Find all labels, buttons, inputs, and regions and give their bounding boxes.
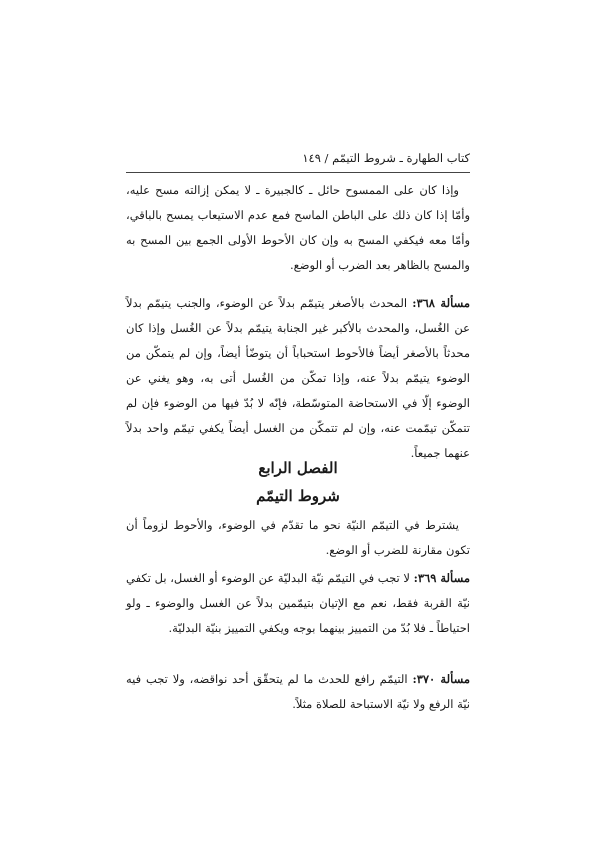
header-rule [126,172,470,173]
paragraph-text: يشترط في التيمّم النيّة نحو ما تقدّم في الوضوء، والأحوط لزوماً أن تكون مقارنة للضرب أو الوضع. [126,518,470,557]
running-head: كتاب الطهارة ـ شروط التيمّم / ١٤٩ [302,151,470,165]
masala-text: لا تجب في التيمّم نيّة البدليّة عن الوضوء أو الغسل، بل تكفي نيّة القربة فقط، نعم مع الإتيان بتيمّمين بدلاً عن الغسل والوضوء ـ ولو احتياطاً ـ فلا بُدّ من التمييز بينهما بوجه ويكفي التمييز بنيّة البدليّة. [126,571,470,635]
masala-369 [126,566,470,641]
masala-label: مسألة ٣٦٨: [412,296,470,310]
masala-370 [126,667,470,717]
paragraph-text: وإذا كان على الممسوح حائل ـ كالجبيرة ـ لا يمكن إزالته مسح عليه، وأمّا إذا كان ذلك على الباطن الماسح فمع عدم الاستيعاب يمسح بالباقي، وأمّا معه فيكفي المسح به وإن كان الأحوط الأولى الجمع بين المسح به والمسح بالظاهر بعد الضرب أو الوضع. [126,183,470,272]
intro-paragraph [126,513,470,563]
masala-label: مسألة ٣٦٩: [413,571,470,585]
masala-text: التيمّم رافع للحدث ما لم يتحقّق أحد نواقضه، ولا تجب فيه نيّة الرفع ولا نيّة الاستباحة للصلاة مثلاً. [126,672,470,711]
paragraph-covered-wiping [126,178,470,278]
section-title: شروط التيمّم [256,487,340,505]
masala-text: المحدث بالأصغر يتيمّم بدلاً عن الوضوء، والجنب يتيمّم بدلاً عن الغُسل، والمحدث بالأكبر غير الجنابة يتيمّم بدلاً عن الغُسل وإذا كان محدثاً بالأصغر أيضاً فالأحوط استحباباً أن يتوضّأ أيضاً، وإن لم يتمكّن من الوضوء يتيمّم بدلاً عنه، وإذا تمكّن من الغُسل أتى به، وهو يغني عن الوضوء إلّا في الاستحاضة المتوسّطة، فإنّه لا بُدّ فيها من الوضوء فإن لم تتمكّن تيمّمت عنه، وإن لم تتمكّن من الغسل أيضاً يكفي تيمّم واحد بدلاً عنهما جميعاً. [126,296,470,460]
masala-368 [126,291,470,466]
chapter-title: الفصل الرابع [258,459,338,477]
masala-label: مسألة ٣٧٠: [412,672,470,686]
